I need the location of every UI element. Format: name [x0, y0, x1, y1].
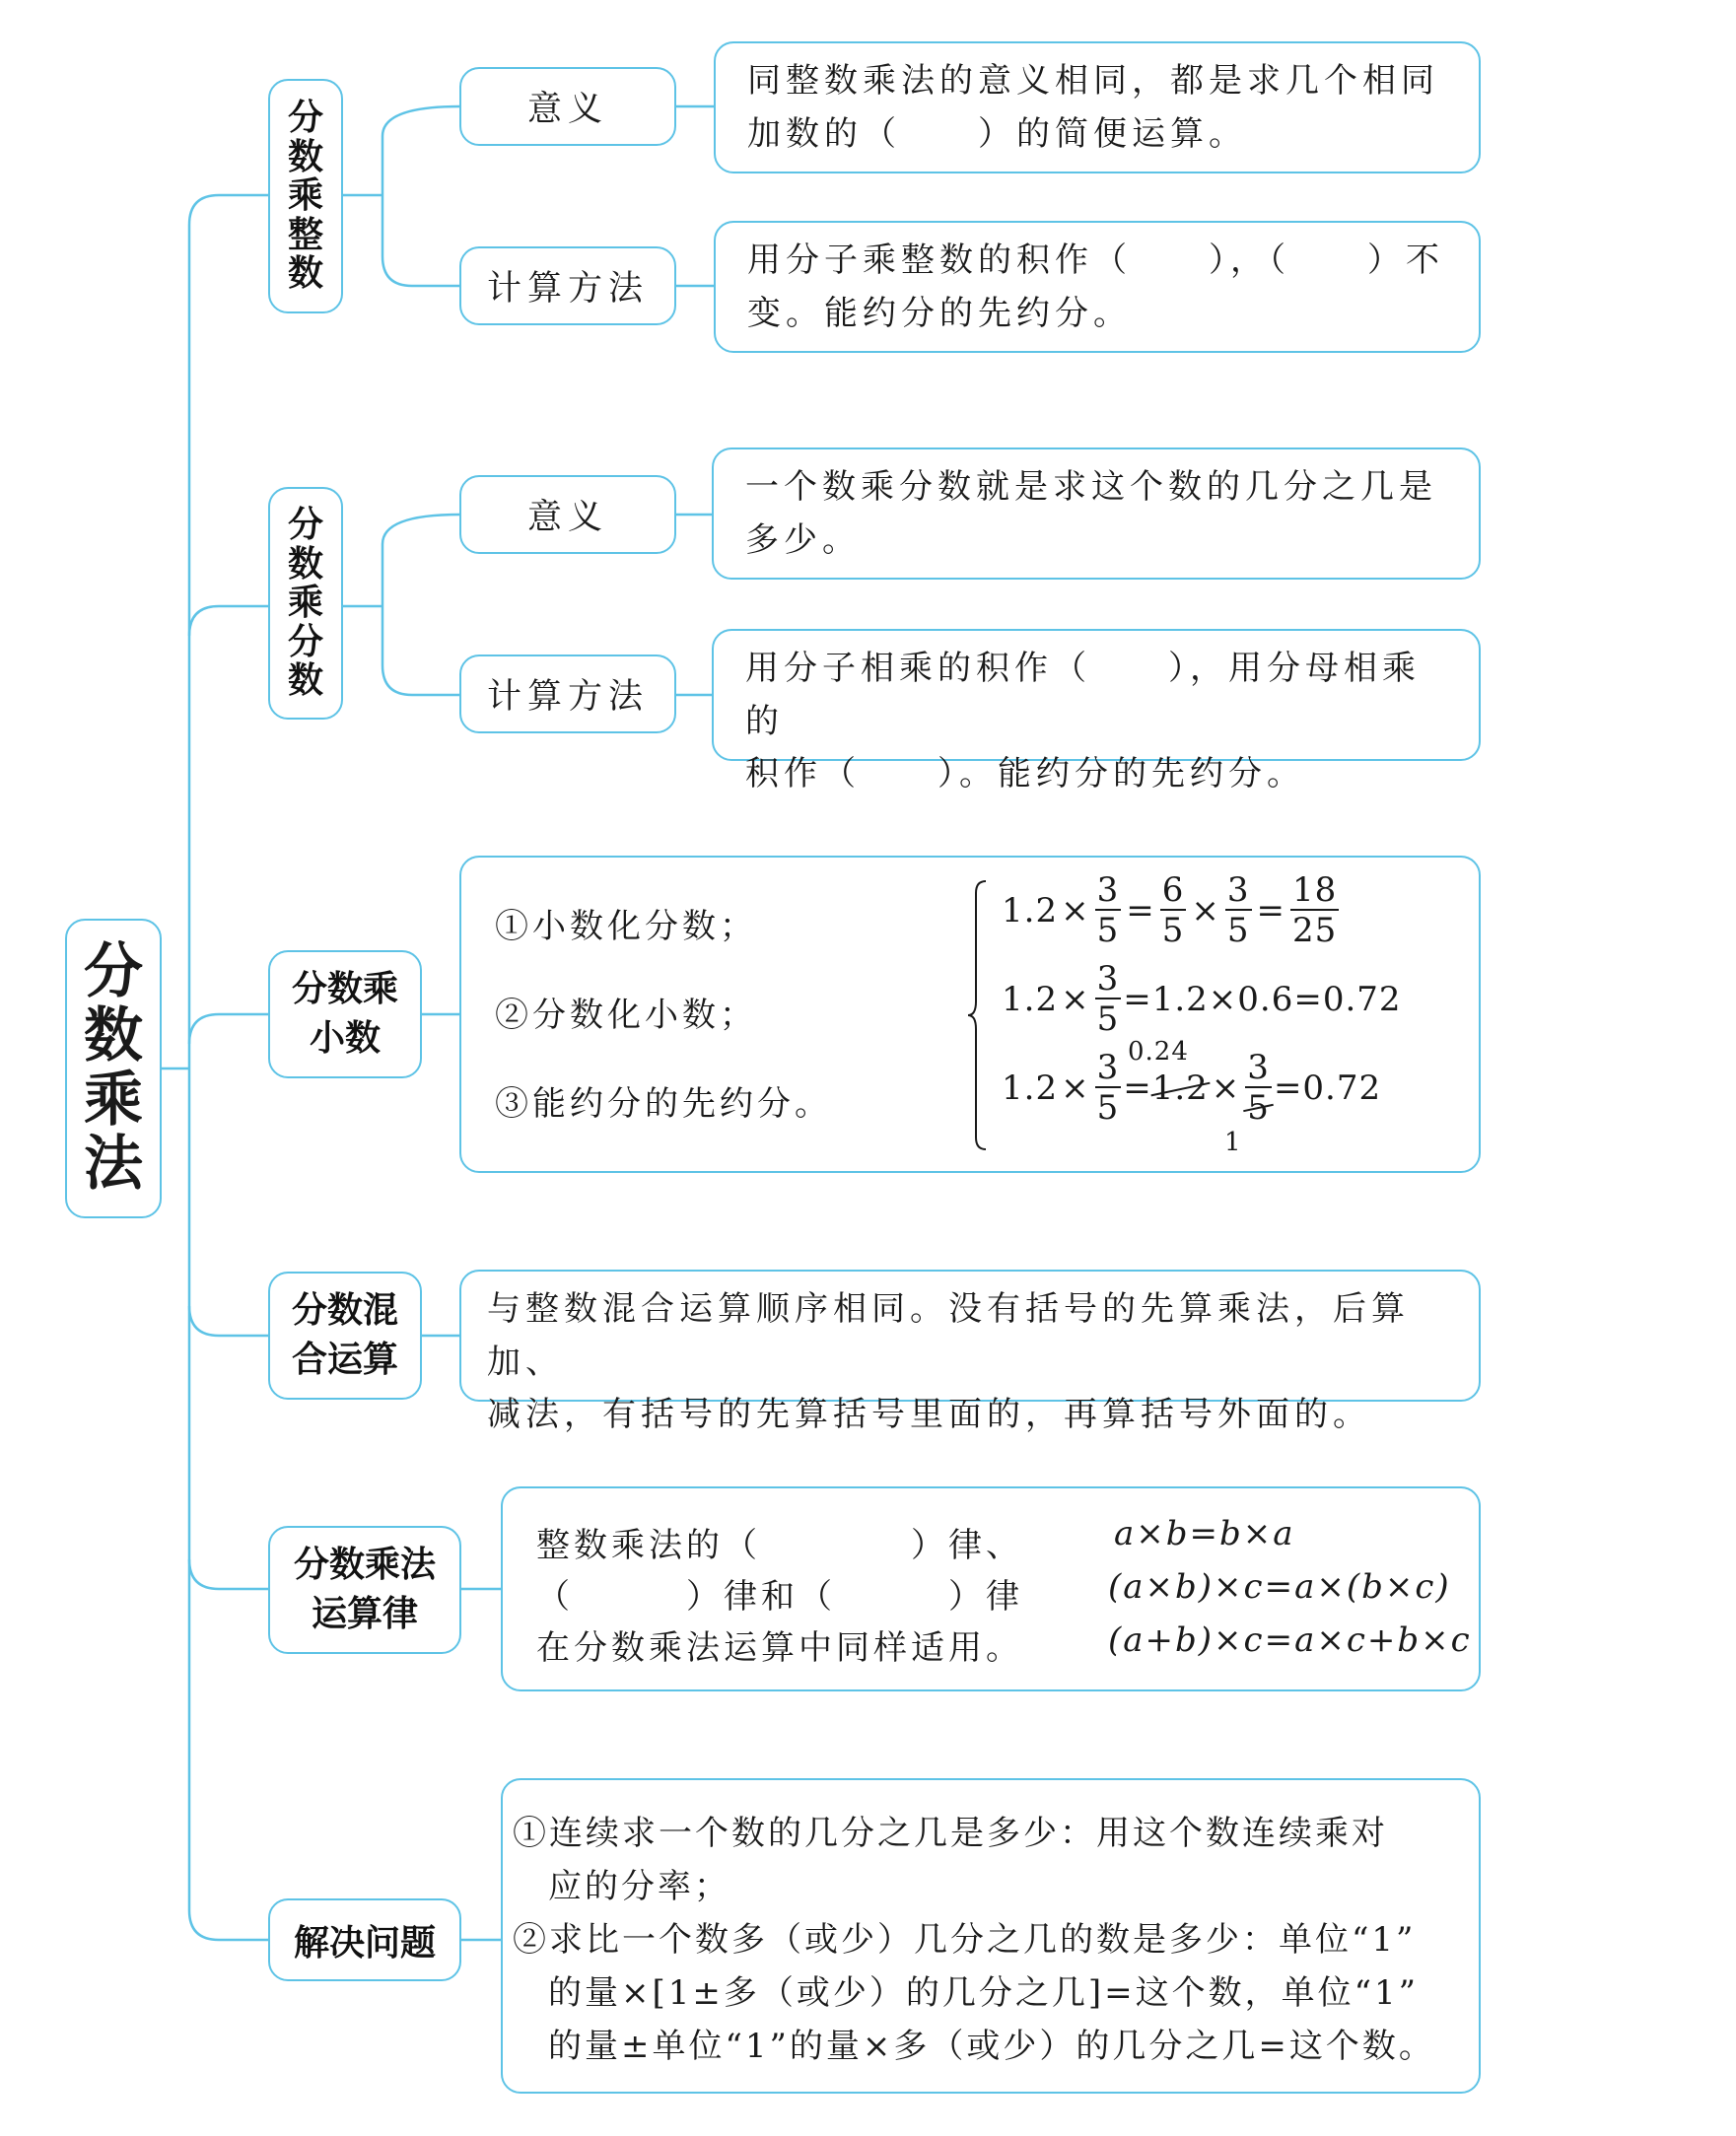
branch-char: 分 — [287, 621, 323, 662]
denominator: 5 — [1096, 911, 1120, 950]
trunk-to-b5 — [189, 1559, 268, 1589]
b2-meaning-label: 意义 — [459, 475, 676, 554]
numerator: 3 — [1226, 870, 1250, 910]
example-1 — [1002, 870, 1341, 950]
branch-char: 乘 — [287, 175, 323, 217]
ex3-frac2 — [1245, 1048, 1272, 1128]
ex1-frac3 — [1225, 870, 1252, 950]
branch-frac-times-decimal — [268, 950, 422, 1078]
root-node — [65, 919, 162, 1218]
desc-line: 一个数乘分数就是求这个数的几分之几是 — [745, 467, 1437, 507]
ex3-frac — [1095, 1048, 1122, 1128]
law-line: 在分数乘法运算中同样适用。 — [536, 1628, 1023, 1668]
formula-distributive: (a+b)×c=a×c+b×c — [1108, 1620, 1472, 1660]
ex3-times: × — [1061, 1068, 1090, 1108]
trunk-to-b4 — [189, 1306, 268, 1336]
ex2-frac — [1095, 959, 1122, 1039]
denominator: 5 — [1096, 1088, 1120, 1128]
ex1-eq2: = — [1256, 890, 1285, 930]
branch-mixed-ops — [268, 1272, 422, 1400]
branch-char: 数 — [287, 253, 323, 295]
ex3-above: 0.24 — [1128, 1037, 1189, 1067]
branch-laws — [268, 1526, 461, 1654]
branch-line: 小数 — [309, 1018, 381, 1059]
desc-line: 同整数乘法的意义相同，都是求几个相同 — [747, 61, 1439, 101]
root-char: 法 — [84, 1129, 143, 1199]
desc-line: 变。能约分的先约分。 — [747, 293, 1132, 333]
b1-method-desc — [714, 221, 1481, 353]
example-2 — [1002, 959, 1402, 1039]
problem-line: ②求比一个数多（或少）几分之几的数是多少：单位“1” — [513, 1920, 1417, 1960]
ex2-a: 1.2 — [1002, 979, 1059, 1019]
desc-line: 与整数混合运算顺序相同。没有括号的先算乘法，后算加、 — [487, 1289, 1410, 1382]
desc-line: 积作（ ）。能约分的先约分。 — [745, 754, 1305, 794]
b1-meaning-label: 意义 — [459, 67, 676, 146]
ex1-a: 1.2 — [1002, 890, 1059, 930]
branch-line: 运算律 — [311, 1594, 418, 1634]
b2-meaning-desc — [712, 448, 1481, 580]
denominator: 5 — [1226, 911, 1250, 950]
root-char: 数 — [84, 1001, 143, 1071]
ex3-result: =0.72 — [1273, 1068, 1382, 1108]
denominator: 5 — [1247, 1088, 1270, 1128]
main-trunk — [189, 195, 219, 1940]
step-line: ①小数化分数； — [495, 907, 757, 946]
desc-line: 用分子乘整数的积作（ ），（ ）不 — [747, 241, 1444, 280]
branch-problems: 解决问题 — [268, 1898, 461, 1981]
branch-line: 分数混 — [291, 1290, 398, 1332]
law-line: 整数乘法的（ ）律、 — [536, 1526, 1023, 1565]
ex1-eq: = — [1126, 890, 1155, 930]
numerator: 6 — [1161, 870, 1185, 910]
ex2-rest: =1.2×0.6=0.72 — [1123, 979, 1402, 1019]
branch-char: 数 — [287, 136, 323, 177]
branch-line: 分数乘法 — [293, 1545, 436, 1586]
b2-method-label: 计算方法 — [459, 655, 676, 733]
step-line: ③能约分的先约分。 — [495, 1084, 832, 1124]
trunk-to-b3 — [189, 1014, 268, 1044]
b2-fork — [343, 515, 459, 695]
branch-line: 分数乘 — [291, 969, 398, 1010]
desc-line: 减法，有括号的先算括号里面的，再算括号外面的。 — [487, 1395, 1371, 1435]
branch-frac-times-int — [268, 79, 343, 313]
b2-method-desc — [712, 629, 1481, 794]
ex1-frac1 — [1095, 870, 1122, 950]
branch-char: 分 — [287, 505, 323, 546]
trunk-to-b2 — [189, 606, 268, 636]
problem-line: 应的分率； — [548, 1867, 730, 1906]
numerator: 3 — [1096, 1048, 1120, 1087]
ex1-frac2 — [1160, 870, 1187, 950]
ex1-frac4 — [1290, 870, 1339, 950]
b4-desc — [459, 1270, 1481, 1435]
numerator: 3 — [1247, 1048, 1270, 1087]
root-char: 乘 — [84, 1066, 143, 1135]
root-char: 分 — [84, 937, 143, 1007]
desc-line: 用分子相乘的积作（ ），用分母相乘的 — [745, 649, 1421, 741]
b6-content-box — [501, 1778, 1481, 2094]
ex3-struck: 1.2 — [1151, 1068, 1209, 1108]
denominator: 5 — [1161, 911, 1185, 950]
ex3-times2: × — [1211, 1068, 1241, 1108]
ex3-a: 1.2 — [1002, 1068, 1059, 1108]
brace-icon — [966, 879, 990, 1151]
numerator: 3 — [1096, 959, 1120, 999]
b1-fork — [343, 106, 459, 286]
ex3-below: 1 — [1224, 1128, 1242, 1157]
branch-char: 整 — [287, 214, 323, 255]
ex3-eq: = — [1123, 1068, 1152, 1108]
ex1-times2: × — [1191, 890, 1220, 930]
desc-line: 多少。 — [745, 519, 861, 560]
problem-line: 的量×[1±多（或少）的几分之几]=这个数，单位“1” — [548, 1973, 1420, 2013]
formula-commutative: a×b=b×a — [1114, 1514, 1295, 1553]
branch-line: 合运算 — [291, 1340, 398, 1380]
branch-char: 数 — [287, 543, 323, 585]
formula-associative: (a×b)×c=a×(b×c) — [1108, 1567, 1451, 1607]
b5-content-box — [501, 1486, 1481, 1691]
denominator: 25 — [1292, 911, 1338, 950]
b1-method-label: 计算方法 — [459, 246, 676, 325]
branch-frac-times-frac — [268, 487, 343, 720]
desc-line: 加数的（ ）的简便运算。 — [747, 113, 1247, 154]
b1-meaning-desc — [714, 41, 1481, 173]
branch-char: 数 — [287, 660, 323, 702]
branch-char: 分 — [287, 98, 323, 139]
ex1-times: × — [1061, 890, 1090, 930]
problem-line: 的量±单位“1”的量×多（或少）的几分之几=这个数。 — [548, 2027, 1435, 2066]
denominator: 5 — [1096, 999, 1120, 1039]
problem-line: ①连续求一个数的几分之几是多少：用这个数连续乘对 — [513, 1814, 1388, 1853]
branch-char: 乘 — [287, 583, 323, 624]
example-3 — [1002, 1048, 1382, 1128]
numerator: 18 — [1292, 870, 1338, 910]
step-line: ②分数化小数； — [495, 996, 757, 1035]
numerator: 3 — [1096, 870, 1120, 910]
ex2-times: × — [1061, 979, 1090, 1019]
b3-content-box — [459, 856, 1481, 1173]
law-line: （ ）律和（ ）律 — [536, 1577, 1023, 1617]
